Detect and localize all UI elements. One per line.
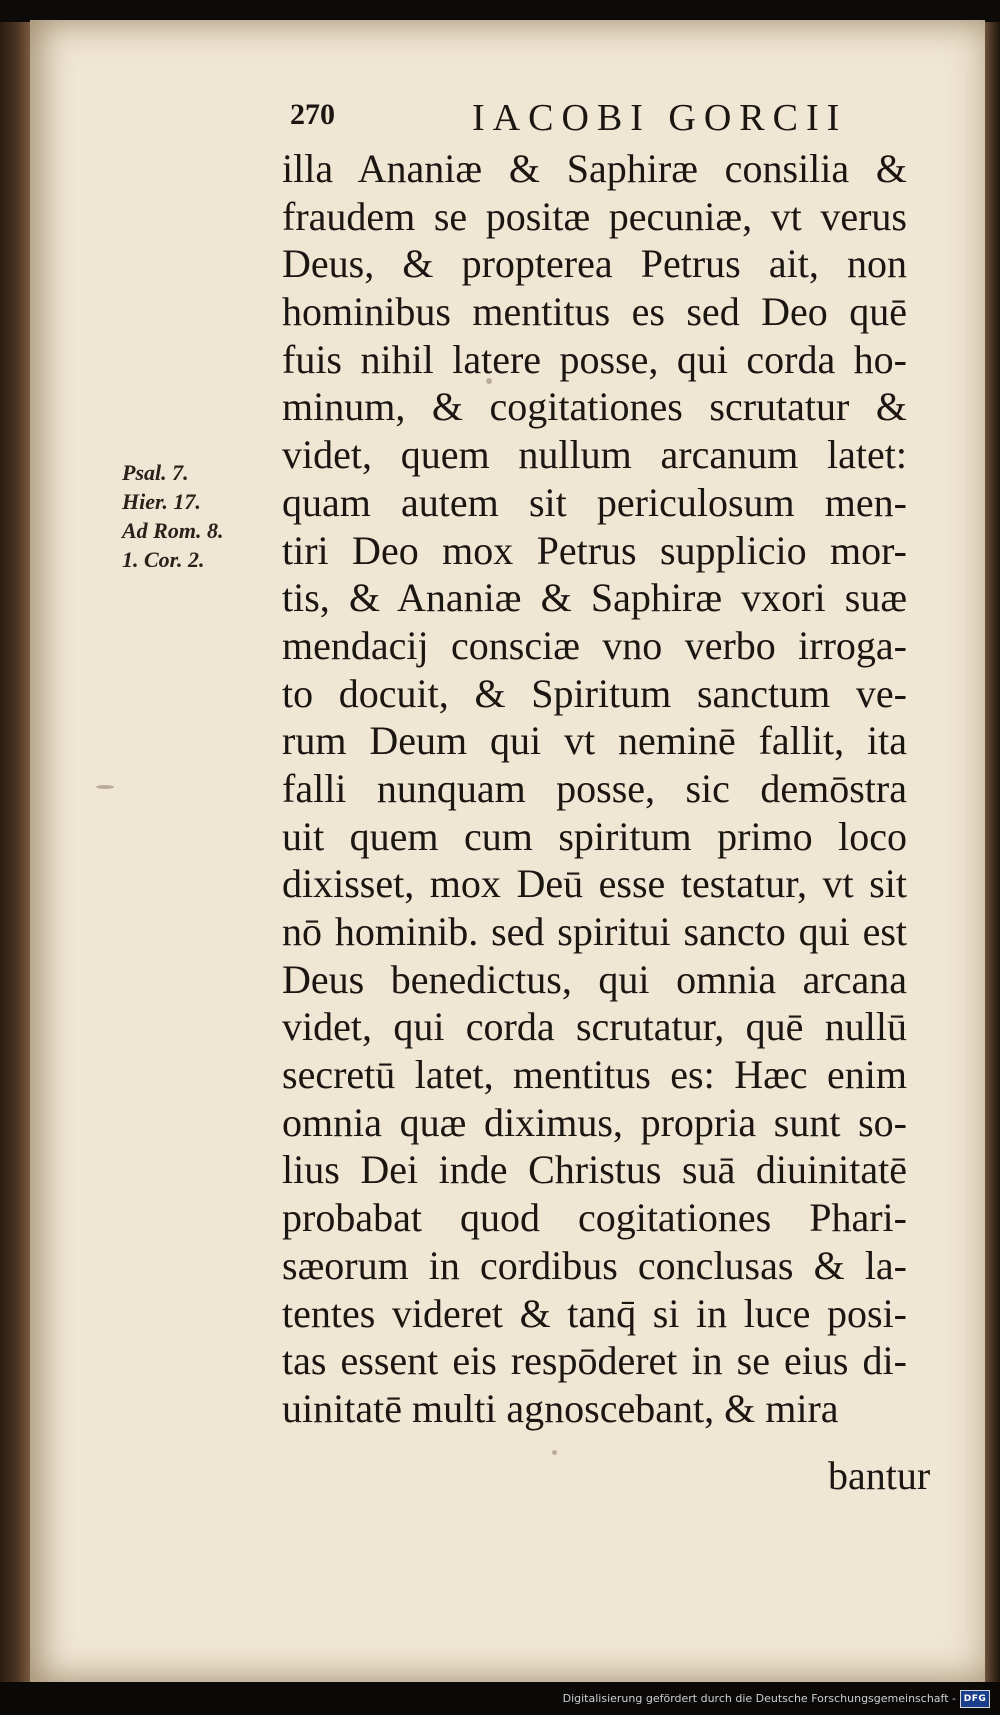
scan-top-border <box>0 0 1000 22</box>
text-line: fraudem se positæ pecuniæ, vt verus <box>282 193 907 239</box>
paper-blemish <box>96 785 114 789</box>
body-text <box>282 145 907 1433</box>
text-line: tas essent eis respōderet in se eius di- <box>282 1338 907 1384</box>
text-line: sæorum in cordibus conclusas & la- <box>282 1242 907 1288</box>
text-line: to docuit, & Spiritum sanctum ve- <box>282 670 907 716</box>
marginal-note: Psal. 7. <box>122 460 189 485</box>
text-line: dixisset, mox Deū esse testatur, vt sit <box>282 861 907 907</box>
text-line: mendacij consciæ vno verbo irroga- <box>282 622 907 668</box>
text-line: fuis nihil latere posse, qui corda ho- <box>282 336 907 382</box>
marginal-note: 1. Cor. 2. <box>122 547 205 572</box>
text-line: videt, qui corda scrutatur, quē nullū <box>282 1004 907 1050</box>
text-line: tis, & Ananiæ & Saphiræ vxori suæ <box>282 575 907 621</box>
text-line: secretū latet, mentitus es: Hæc enim <box>282 1052 907 1098</box>
text-line: nō hominib. sed spiritui sancto qui est <box>282 909 907 954</box>
text-line: illa Ananiæ & Saphiræ consilia & <box>282 146 907 191</box>
text-line: hominibus mentitus es sed Deo quē <box>282 289 907 335</box>
marginal-note: Hier. 17. <box>122 489 201 514</box>
book-spine-edge <box>0 22 30 1682</box>
text-line: minum, & cogitationes scrutatur & <box>282 384 907 430</box>
text-line: Deus benedictus, qui omnia arcana <box>282 956 907 1002</box>
text-line: omnia quæ diximus, propria sunt so- <box>282 1099 907 1145</box>
marginal-note: Ad Rom. 8. <box>122 518 224 543</box>
running-title: IACOBI GORCII <box>472 97 848 139</box>
page-number: 270 <box>290 98 335 131</box>
text-line: uit quem cum spiritum primo loco <box>282 813 907 859</box>
dfg-logo: DFG <box>960 1690 990 1708</box>
text-line: lius Dei inde Christus suā diuinitatē <box>282 1147 907 1193</box>
page-right-edge <box>985 22 1000 1682</box>
text-line: Deus, & propterea Petrus ait, non <box>282 241 907 287</box>
text-line: rum Deum qui vt neminē fallit, ita <box>282 718 907 764</box>
text-line: falli nunquam posse, sic demōstra <box>282 765 907 811</box>
text-line: quam autem sit periculosum men- <box>282 479 907 525</box>
catchword: bantur <box>828 1453 931 1498</box>
text-line: uinitatē multi agnoscebant, & mira <box>282 1385 839 1431</box>
text-line: videt, quem nullum arcanum latet: <box>282 432 907 478</box>
paper-blemish <box>552 1450 557 1455</box>
marginal-references <box>122 458 223 574</box>
text-line: tentes videret & tanq̄ si in luce posi- <box>282 1290 907 1336</box>
digitization-credit: Digitalisierung gefördert durch die Deutsche Forschungsgemeinschaft - <box>562 1692 956 1705</box>
text-line: tiri Deo mox Petrus supplicio mor- <box>282 527 907 573</box>
running-head <box>282 96 902 146</box>
text-line: probabat quod cogitationes Phari- <box>282 1195 907 1241</box>
